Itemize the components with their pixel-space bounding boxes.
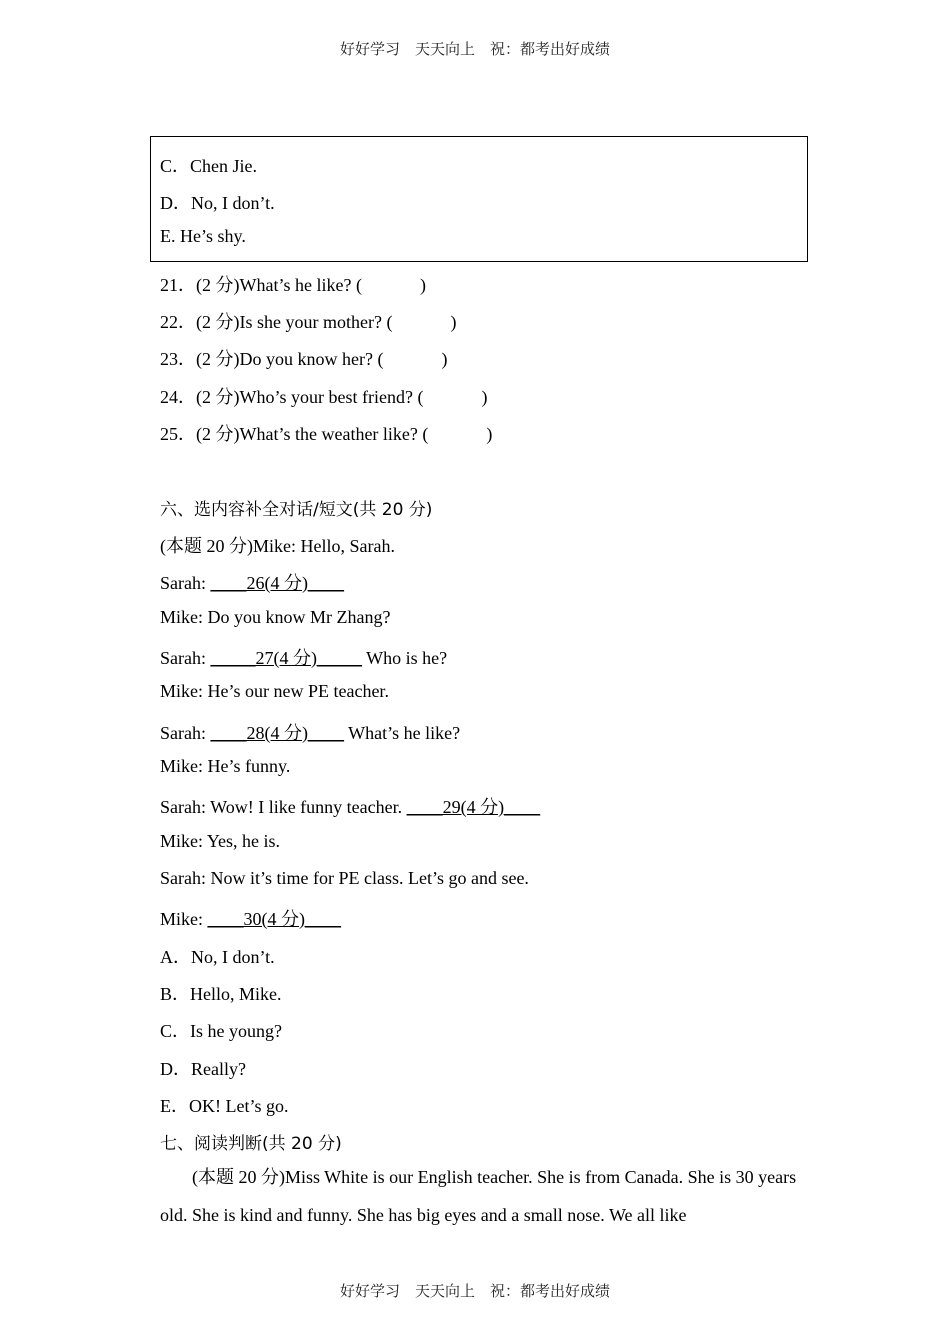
dialogue-line-27: Sarah: _____27(4 分)_____ Who is he?	[160, 648, 448, 668]
option-b: B．Hello, Mike.	[160, 984, 282, 1004]
blank-28: ____28(4 分)____	[210, 723, 344, 743]
dialogue-line: Mike: He’s our new PE teacher.	[160, 681, 389, 701]
section7-heading: 七、阅读判断(共 20 分)	[160, 1134, 342, 1154]
question-22: 22．(2 分)Is she your mother? ( )	[160, 312, 457, 332]
option-e: E．OK! Let’s go.	[160, 1096, 289, 1116]
box-option-d: D．No, I don’t.	[160, 193, 275, 213]
dialogue-line: Mike: He’s funny.	[160, 756, 291, 776]
option-a: A．No, I don’t.	[160, 947, 275, 967]
option-c: C．Is he young?	[160, 1021, 282, 1041]
box-option-e: E. He’s shy.	[160, 226, 246, 246]
page-footer: 好好学习 天天向上 祝：都考出好成绩	[339, 1282, 610, 1300]
dialogue-line-26: Sarah: ____26(4 分)____	[160, 573, 344, 593]
question-25: 25．(2 分)What’s the weather like? ( )	[160, 424, 493, 444]
question-24: 24．(2 分)Who’s your best friend? ( )	[160, 387, 488, 407]
dialogue-line: Mike: Yes, he is.	[160, 831, 281, 851]
dialogue-line-30: Mike: ____30(4 分)____	[160, 909, 341, 929]
dialogue-line-28: Sarah: ____28(4 分)____ What’s he like?	[160, 723, 461, 743]
blank-27: _____27(4 分)_____	[210, 648, 362, 668]
dialogue-line-29: Sarah: Wow! I like funny teacher. ____29(4 分)____	[160, 797, 541, 817]
question-21: 21．(2 分)What’s he like? ( )	[160, 275, 426, 295]
section6-heading: 六、选内容补全对话/短文(共 20 分)	[160, 500, 433, 520]
option-d: D．Really?	[160, 1059, 246, 1079]
blank-30: ____30(4 分)____	[207, 909, 341, 929]
section6-intro: (本题 20 分)Mike: Hello, Sarah.	[160, 536, 395, 556]
question-23: 23．(2 分)Do you know her? ( )	[160, 349, 448, 369]
box-option-c: C．Chen Jie.	[160, 156, 257, 176]
page-header: 好好学习 天天向上 祝：都考出好成绩	[339, 40, 610, 58]
blank-26: ____26(4 分)____	[210, 573, 344, 593]
dialogue-line: Sarah: Now it’s time for PE class. Let’s go and see.	[160, 868, 529, 888]
reading-passage: (本题 20 分)Miss White is our English teacher. She is from Canada. She is 30 years old. She is kind and funny. She has big eyes and a small nose. We all like	[160, 1167, 797, 1225]
blank-29: ____29(4 分)____	[406, 797, 541, 817]
dialogue-line: Mike: Do you know Mr Zhang?	[160, 607, 391, 627]
